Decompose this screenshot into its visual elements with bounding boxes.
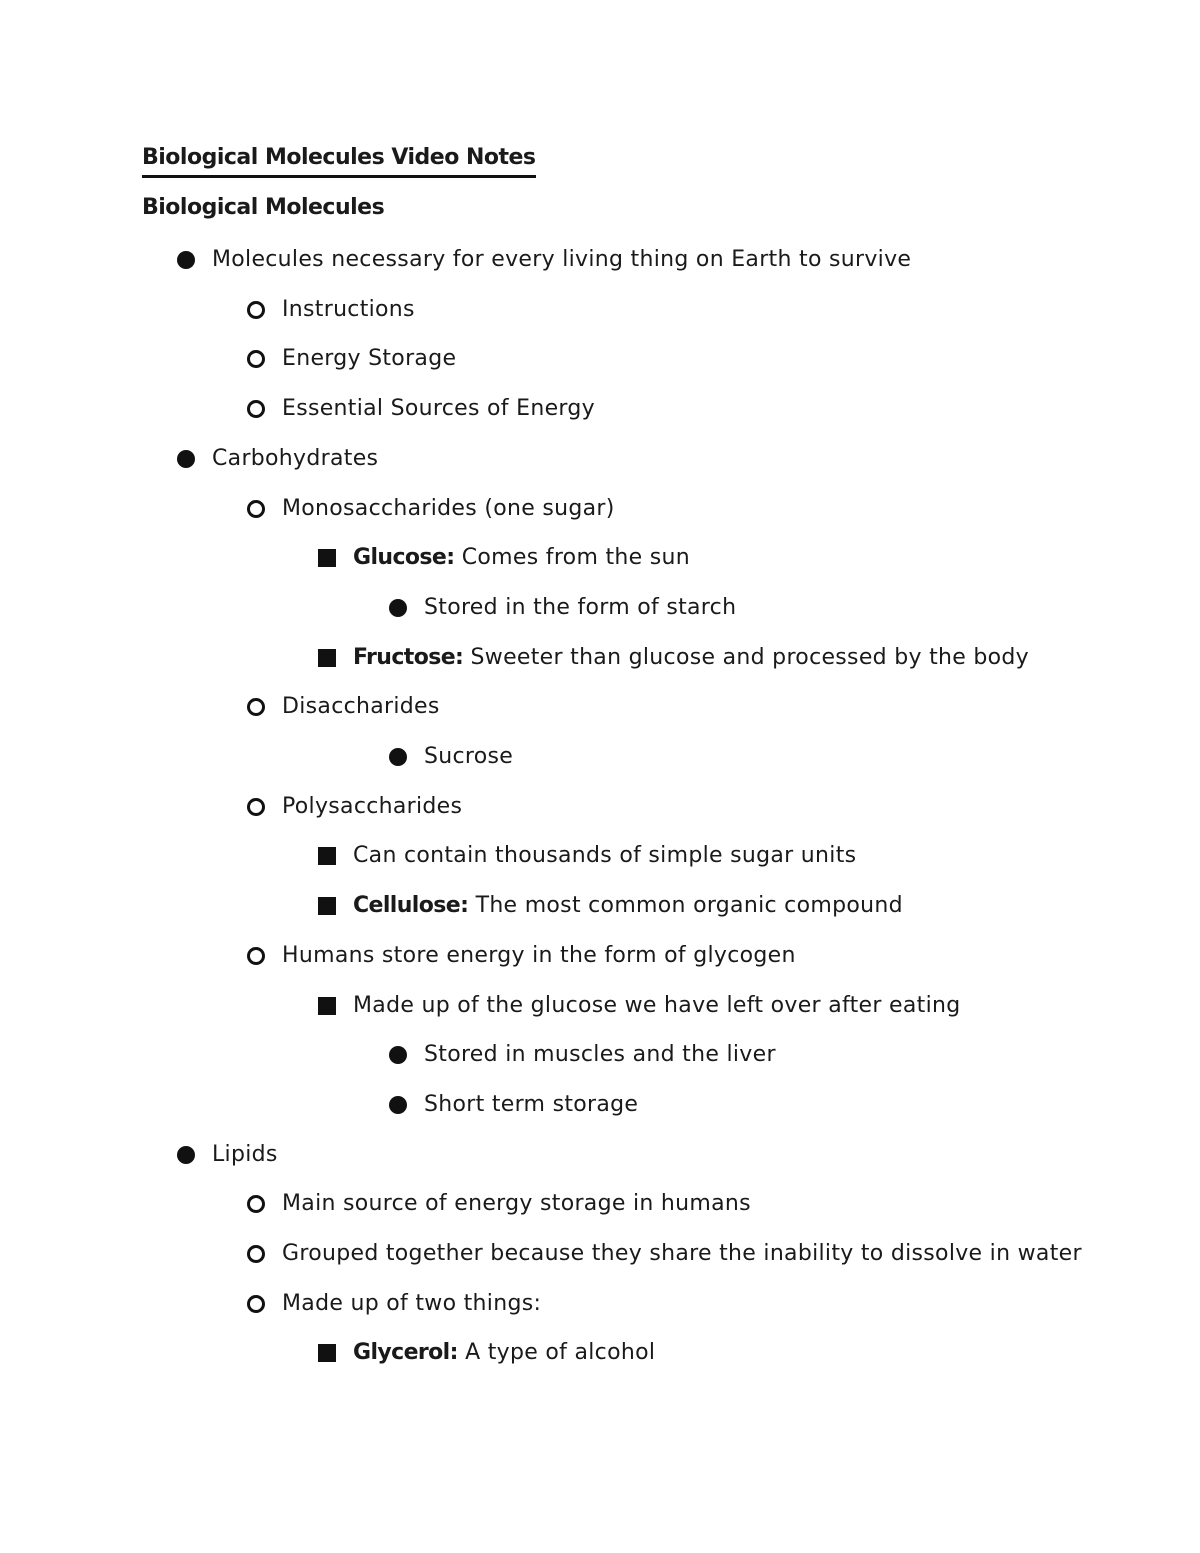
item-text: Short term storage bbox=[424, 1091, 639, 1117]
item-text: Can contain thousands of simple sugar units bbox=[353, 843, 857, 869]
outline-text bbox=[282, 1189, 751, 1219]
outline-item bbox=[0, 643, 1200, 673]
ring-icon bbox=[247, 698, 265, 716]
term-label: Fructose: bbox=[353, 644, 464, 670]
outline-text bbox=[353, 991, 961, 1021]
outline-item bbox=[0, 394, 1200, 424]
item-text: Humans store energy in the form of glycogen bbox=[282, 942, 796, 968]
ring-icon bbox=[247, 947, 265, 965]
outline-text bbox=[353, 891, 903, 921]
ring-icon bbox=[247, 350, 265, 368]
outline-text bbox=[282, 941, 796, 971]
outline-item bbox=[0, 1289, 1200, 1319]
square-icon bbox=[318, 847, 336, 865]
outline-text bbox=[282, 692, 440, 722]
item-text: Sweeter than glucose and processed by the body bbox=[470, 644, 1029, 670]
outline-item bbox=[0, 1090, 1200, 1120]
outline-text bbox=[282, 1239, 1082, 1269]
outline-item bbox=[0, 593, 1200, 623]
outline-text bbox=[282, 295, 415, 325]
outline-text bbox=[282, 792, 462, 822]
outline-item bbox=[0, 991, 1200, 1021]
outline-item bbox=[0, 1040, 1200, 1070]
outline-item bbox=[0, 1239, 1200, 1269]
outline-item bbox=[0, 295, 1200, 325]
disc-icon bbox=[177, 1146, 195, 1164]
outline-text bbox=[424, 1040, 776, 1070]
item-text: Carbohydrates bbox=[212, 445, 379, 471]
outline-text bbox=[424, 1090, 638, 1120]
section-heading: Biological Molecules bbox=[142, 195, 385, 220]
outline-text bbox=[353, 841, 856, 871]
outline-text bbox=[212, 1140, 278, 1170]
outline-item bbox=[0, 742, 1200, 772]
outline-text bbox=[424, 593, 736, 623]
item-text: Disaccharides bbox=[282, 694, 440, 720]
outline-item bbox=[0, 344, 1200, 374]
outline-item bbox=[0, 1140, 1200, 1170]
disc-icon bbox=[389, 748, 407, 766]
item-text: Essential Sources of Energy bbox=[282, 396, 595, 422]
outline-text bbox=[424, 742, 513, 772]
outline-text bbox=[282, 1289, 541, 1319]
disc-icon bbox=[389, 1096, 407, 1114]
outline-text bbox=[353, 1338, 655, 1368]
ring-icon bbox=[247, 1195, 265, 1213]
item-text: Made up of two things: bbox=[282, 1290, 542, 1316]
item-text: Made up of the glucose we have left over after eating bbox=[353, 992, 961, 1018]
item-text: Grouped together because they share the inability to dissolve in water bbox=[282, 1241, 1082, 1266]
outline-text bbox=[282, 394, 595, 424]
outline-text bbox=[282, 344, 456, 374]
outline-item bbox=[0, 1189, 1200, 1219]
ring-icon bbox=[247, 500, 265, 518]
item-text: Energy Storage bbox=[282, 346, 457, 372]
outline-item bbox=[0, 245, 1200, 275]
outline-item bbox=[0, 692, 1200, 722]
outline-item bbox=[0, 543, 1200, 573]
outline-text bbox=[353, 643, 1029, 673]
item-text: Molecules necessary for every living thing on Earth to survive bbox=[212, 247, 912, 272]
item-text: Stored in the form of starch bbox=[424, 594, 737, 620]
outline-item bbox=[0, 792, 1200, 822]
outline-text bbox=[212, 444, 378, 474]
square-icon bbox=[318, 997, 336, 1015]
square-icon bbox=[318, 1344, 336, 1362]
disc-icon bbox=[177, 251, 195, 269]
item-text: Stored in muscles and the liver bbox=[424, 1042, 776, 1068]
item-text: The most common organic compound bbox=[475, 893, 903, 919]
outline-item bbox=[0, 841, 1200, 871]
ring-icon bbox=[247, 1245, 265, 1263]
ring-icon bbox=[247, 1295, 265, 1313]
outline-item bbox=[0, 891, 1200, 921]
outline-text bbox=[212, 245, 911, 275]
document-title: Biological Molecules Video Notes bbox=[142, 143, 536, 178]
square-icon bbox=[318, 549, 336, 567]
disc-icon bbox=[389, 599, 407, 617]
square-icon bbox=[318, 897, 336, 915]
outline-item bbox=[0, 941, 1200, 971]
item-text: Lipids bbox=[212, 1141, 278, 1167]
term-label: Glycerol: bbox=[353, 1340, 458, 1366]
disc-icon bbox=[177, 450, 195, 468]
item-text: Main source of energy storage in humans bbox=[282, 1191, 751, 1217]
item-text: Monosaccharides (one sugar) bbox=[282, 495, 615, 521]
square-icon bbox=[318, 649, 336, 667]
ring-icon bbox=[247, 400, 265, 418]
outline-text bbox=[353, 543, 690, 573]
term-label: Cellulose: bbox=[353, 893, 469, 919]
item-text: Sucrose bbox=[424, 744, 514, 769]
ring-icon bbox=[247, 798, 265, 816]
outline-item bbox=[0, 494, 1200, 524]
ring-icon bbox=[247, 301, 265, 319]
disc-icon bbox=[389, 1046, 407, 1064]
item-text: A type of alcohol bbox=[465, 1340, 656, 1366]
outline-item bbox=[0, 444, 1200, 474]
outline-item bbox=[0, 1338, 1200, 1368]
item-text: Comes from the sun bbox=[461, 545, 691, 571]
term-label: Glucose: bbox=[353, 545, 455, 571]
outline-text bbox=[282, 494, 615, 524]
item-text: Instructions bbox=[282, 296, 415, 322]
item-text: Polysaccharides bbox=[282, 793, 463, 819]
